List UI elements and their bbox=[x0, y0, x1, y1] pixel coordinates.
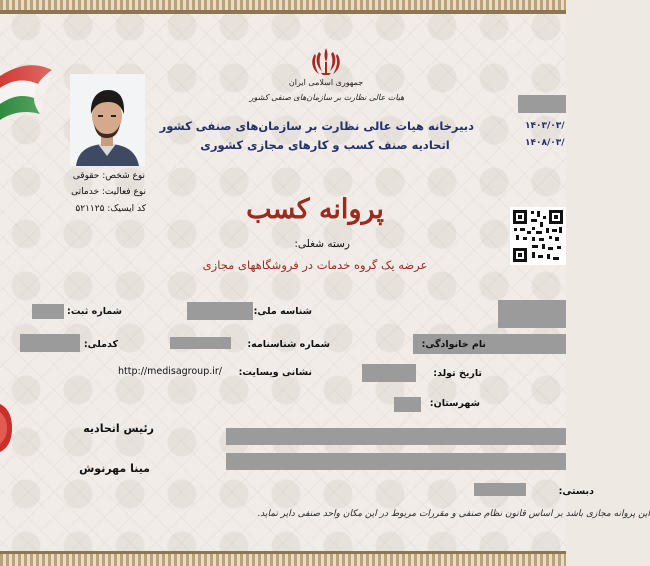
issue-date: ۱۴۰۳/۰۳/ bbox=[525, 121, 565, 131]
profile-photo bbox=[70, 74, 145, 166]
board-text: هیات عالی نظارت بر سازمان‌های صنفی کشور bbox=[249, 93, 405, 102]
postal-code-label: کدملی: bbox=[83, 339, 118, 350]
redacted-birth-date bbox=[362, 364, 416, 382]
activity-type: نوع فعالیت: خدماتی bbox=[71, 187, 146, 197]
birth-date-label: تاریخ تولد: bbox=[433, 368, 482, 379]
registration-no-label: شماره ثبت: bbox=[67, 306, 122, 317]
redacted-city bbox=[394, 397, 421, 412]
redacted-box bbox=[518, 95, 566, 113]
bottom-border bbox=[0, 554, 566, 566]
isic-code: کد ایسیک: ۵۲۱۱۲۵ bbox=[75, 204, 146, 214]
footer-note: این پروانه مجازی باشد بر اساس قانون نظام صنفی و مقررات مربوط در این مکان واحد صنفی دایر نماید. bbox=[257, 509, 650, 519]
iran-emblem-icon bbox=[309, 44, 343, 78]
family-name-label: نام خانوادگی: bbox=[421, 339, 486, 350]
red-seal-icon bbox=[0, 402, 14, 454]
secretariat-heading: دبیرخانه هیات عالی نظارت بر سازمان‌های صنفی کشور bbox=[159, 119, 474, 133]
qr-code bbox=[510, 207, 566, 265]
union-heading: اتحادیه صنف کسب و کارهای مجازی کشوری bbox=[200, 138, 450, 152]
redacted-address-line-1 bbox=[226, 428, 566, 445]
signature-title: رئیس اتحادیه bbox=[83, 422, 154, 435]
signature-name: مینا مهرنوش bbox=[79, 462, 150, 475]
top-border-line bbox=[0, 10, 566, 14]
license-title: پروانه کسب bbox=[246, 194, 384, 225]
postal-label: دبستی: bbox=[558, 486, 594, 497]
redacted-postal-code bbox=[20, 334, 80, 352]
national-id-label: شناسه ملی: bbox=[253, 306, 312, 317]
person-type: نوع شخص: حقوقی bbox=[72, 171, 145, 181]
category-value: عرضه یک گروه خدمات در فروشگاههای مجازی bbox=[202, 258, 428, 272]
website-label: نشانی وبسایت: bbox=[238, 367, 312, 378]
redacted-first-name bbox=[498, 300, 566, 328]
top-border bbox=[0, 0, 566, 10]
category-label: رسته شغلی: bbox=[294, 238, 350, 250]
city-label: شهرستان: bbox=[429, 398, 480, 409]
redacted-address-line-2 bbox=[226, 453, 566, 470]
expiry-date: ۱۴۰۸/۰۳/ bbox=[525, 138, 565, 148]
website-value: http://medisagroup.ir/ bbox=[118, 366, 222, 377]
iran-flag-ribbon bbox=[0, 58, 56, 122]
id-number-label: شماره شناسنامه: bbox=[247, 339, 330, 350]
republic-text: جمهوری اسلامی ایران bbox=[288, 78, 364, 87]
redacted-id-number bbox=[170, 337, 231, 349]
